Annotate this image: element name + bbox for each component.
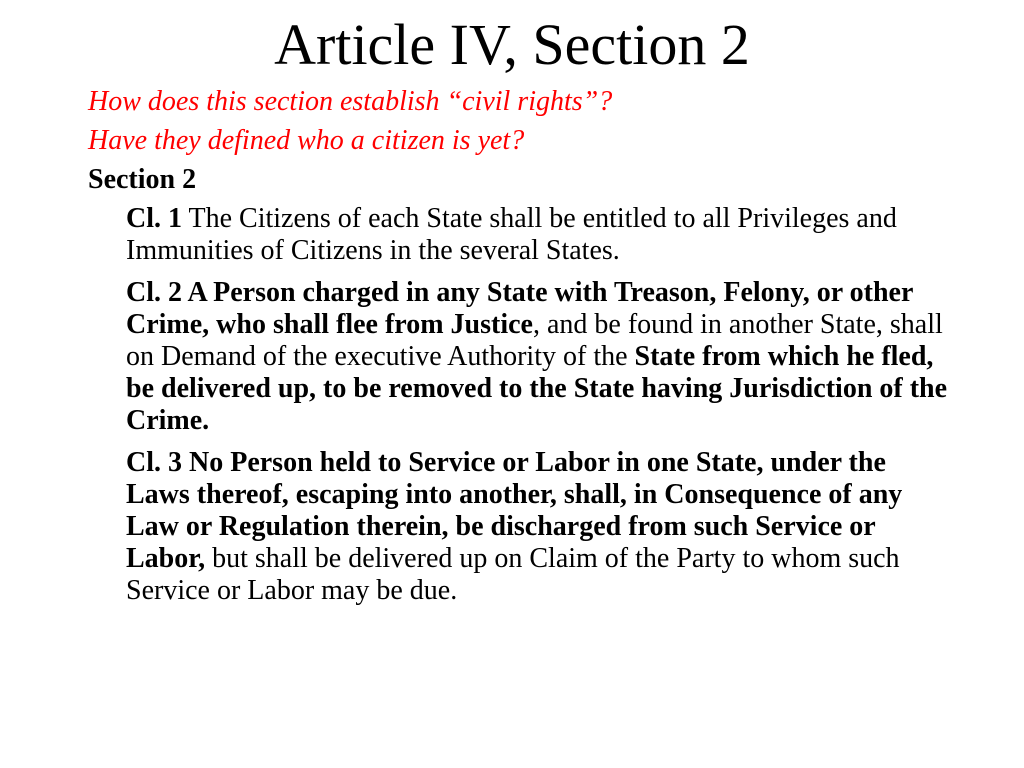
slide-body [88, 86, 948, 617]
clause-2-bold-text: Cl. 2 A Person charged in any State with Treason, Felony, or other Crime, who shall flee from Justice [126, 277, 913, 340]
clause-2-bold-text-end: State from which he fled, be delivered up, to be removed to the State having Jurisdiction of the Crime. [126, 341, 948, 436]
question-2: Have they defined who a citizen is yet? [88, 125, 525, 156]
section-heading: Section 2 [88, 164, 197, 195]
question-1: How does this section establish “civil rights”? [88, 86, 613, 117]
clause-3-plain-text: but shall be delivered up on Claim of the Party to whom such Service or Labor may be due. [126, 543, 900, 606]
clause-1-label: Cl. 1 [126, 203, 182, 234]
clause-1-text: The Citizens of each State shall be entitled to all Privileges and Immunities of Citizens in the several States. [126, 203, 897, 266]
clause-3-bold-text: Cl. 3 No Person held to Service or Labor in one State, under the Laws thereof, escaping into another, shall, in Consequence of any Law or Regulation therein, be discharged from such Service or Labor, [126, 447, 903, 574]
clause-3 [126, 447, 948, 607]
slide-title: Article IV, Section 2 [274, 12, 750, 77]
clause-2-plain-text: , and be found in another State, shall on Demand of the executive Authority of the [126, 309, 943, 372]
clause-1 [126, 203, 948, 267]
clause-2 [126, 277, 948, 437]
